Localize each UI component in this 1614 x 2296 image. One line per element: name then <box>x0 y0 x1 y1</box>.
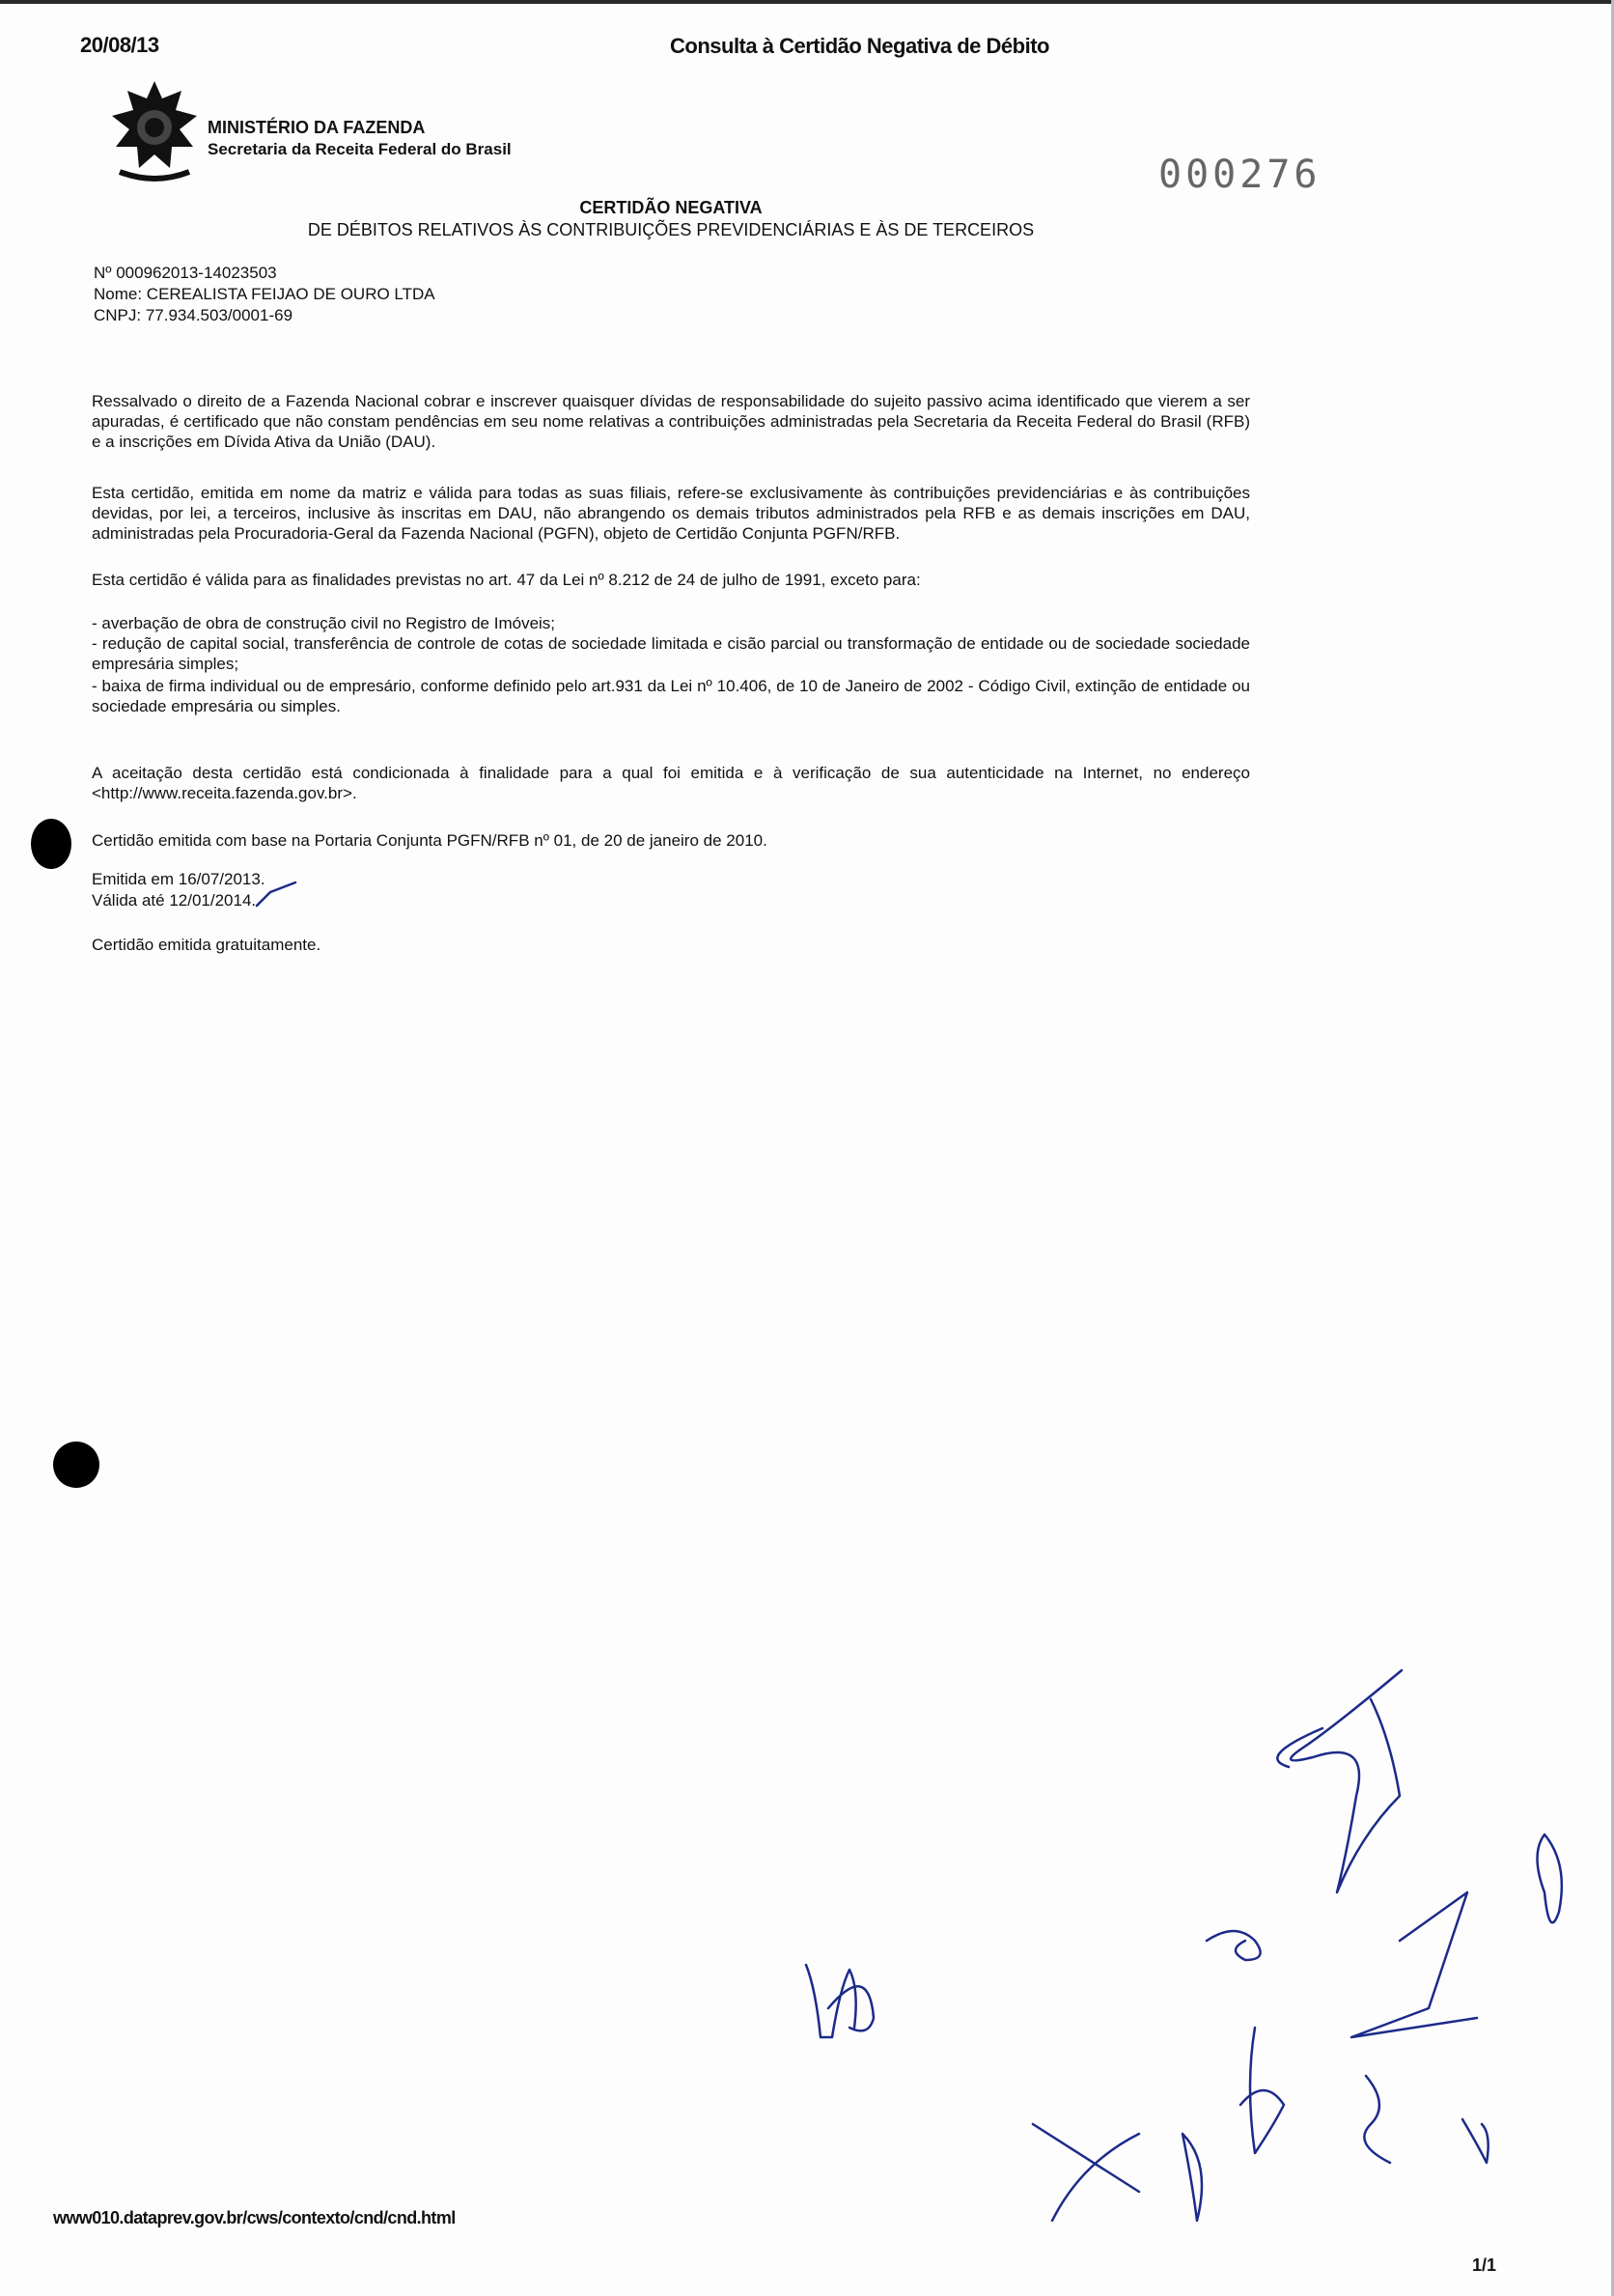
header-date: 20/08/13 <box>80 33 159 57</box>
certificate-title: CERTIDÃO NEGATIVA <box>579 198 763 217</box>
exception-item-3: - baixa de firma individual ou de empresário, conforme definido pelo art.931 da Lei nº 10.406, de 10 de Janeiro de 2002 - Código Civil, extinção de entidade ou sociedade empresária ou simples. <box>92 677 1250 715</box>
exception-item-2: - redução de capital social, transferência de controle de cotas de sociedade limitada e cisão parcial ou transformação de entidade ou de sociedade sociedade empresária simples; <box>92 634 1250 673</box>
free-issue-note: Certidão emitida gratuitamente. <box>92 936 321 954</box>
certificate-subtitle: DE DÉBITOS RELATIVOS ÀS CONTRIBUIÇÕES PREVIDENCIÁRIAS E ÀS DE TERCEIROS <box>307 220 1035 239</box>
serial-stamp: 000276 <box>1158 153 1322 197</box>
issued-date: Emitida em 16/07/2013. <box>92 870 265 888</box>
paragraph-scope: Esta certidão, emitida em nome da matriz e válida para todas as suas filiais, refere-se exclusivamente às contribuições previdenciárias e às contribuições devidas, por lei, a terceiros, inclusive às inscritas em DAU, não abrangendo os demais tributos administrados pela RFB e as demais inscrições em DAU, administradas pela Procuradoria-Geral da Fazenda Nacional (PGFN), objeto de Certidão Conjunta PGFN/RFB. <box>92 484 1250 543</box>
footer-url: www010.dataprev.gov.br/cws/contexto/cnd/cnd.html <box>53 2208 456 2227</box>
page-number: 1/1 <box>1472 2255 1497 2275</box>
exception-item-1: - averbação de obra de construção civil no Registro de Imóveis; <box>92 614 556 632</box>
paragraph-rights: Ressalvado o direito de a Fazenda Nacional cobrar e inscrever quaisquer dívidas de responsabilidade do sujeito passivo acima identificado que vierem a ser apuradas, é certificado que não constam pendências em seu nome relativas a contribuições administradas pela Secretaria da Receita Federal do Brasil (RFB) e a inscrições em Dívida Ativa da União (DAU). <box>92 392 1250 451</box>
paragraph-validity: Esta certidão é válida para as finalidades previstas no art. 47 da Lei nº 8.212 de 24 de julho de 1991, exceto para: <box>92 571 921 589</box>
secretariat-name: Secretaria da Receita Federal do Brasil <box>208 140 512 158</box>
certificate-number: Nº 000962013-14023503 <box>94 264 277 282</box>
valid-until: Válida até 12/01/2014. <box>92 891 257 910</box>
company-cnpj: CNPJ: 77.934.503/0001-69 <box>94 306 293 324</box>
paragraph-ordinance: Certidão emitida com base na Portaria Conjunta PGFN/RFB nº 01, de 20 de janeiro de 2010. <box>92 831 767 850</box>
ministry-name: MINISTÉRIO DA FAZENDA <box>208 118 426 137</box>
paragraph-authenticity: A aceitação desta certidão está condicionada à finalidade para a qual foi emitida e à verificação de sua autenticidade na Internet, no endereço <http://www.receita.fazenda.gov.br>. <box>92 764 1250 802</box>
header-title: Consulta à Certidão Negativa de Débito <box>670 34 1049 58</box>
company-name: Nome: CEREALISTA FEIJAO DE OURO LTDA <box>94 285 435 303</box>
